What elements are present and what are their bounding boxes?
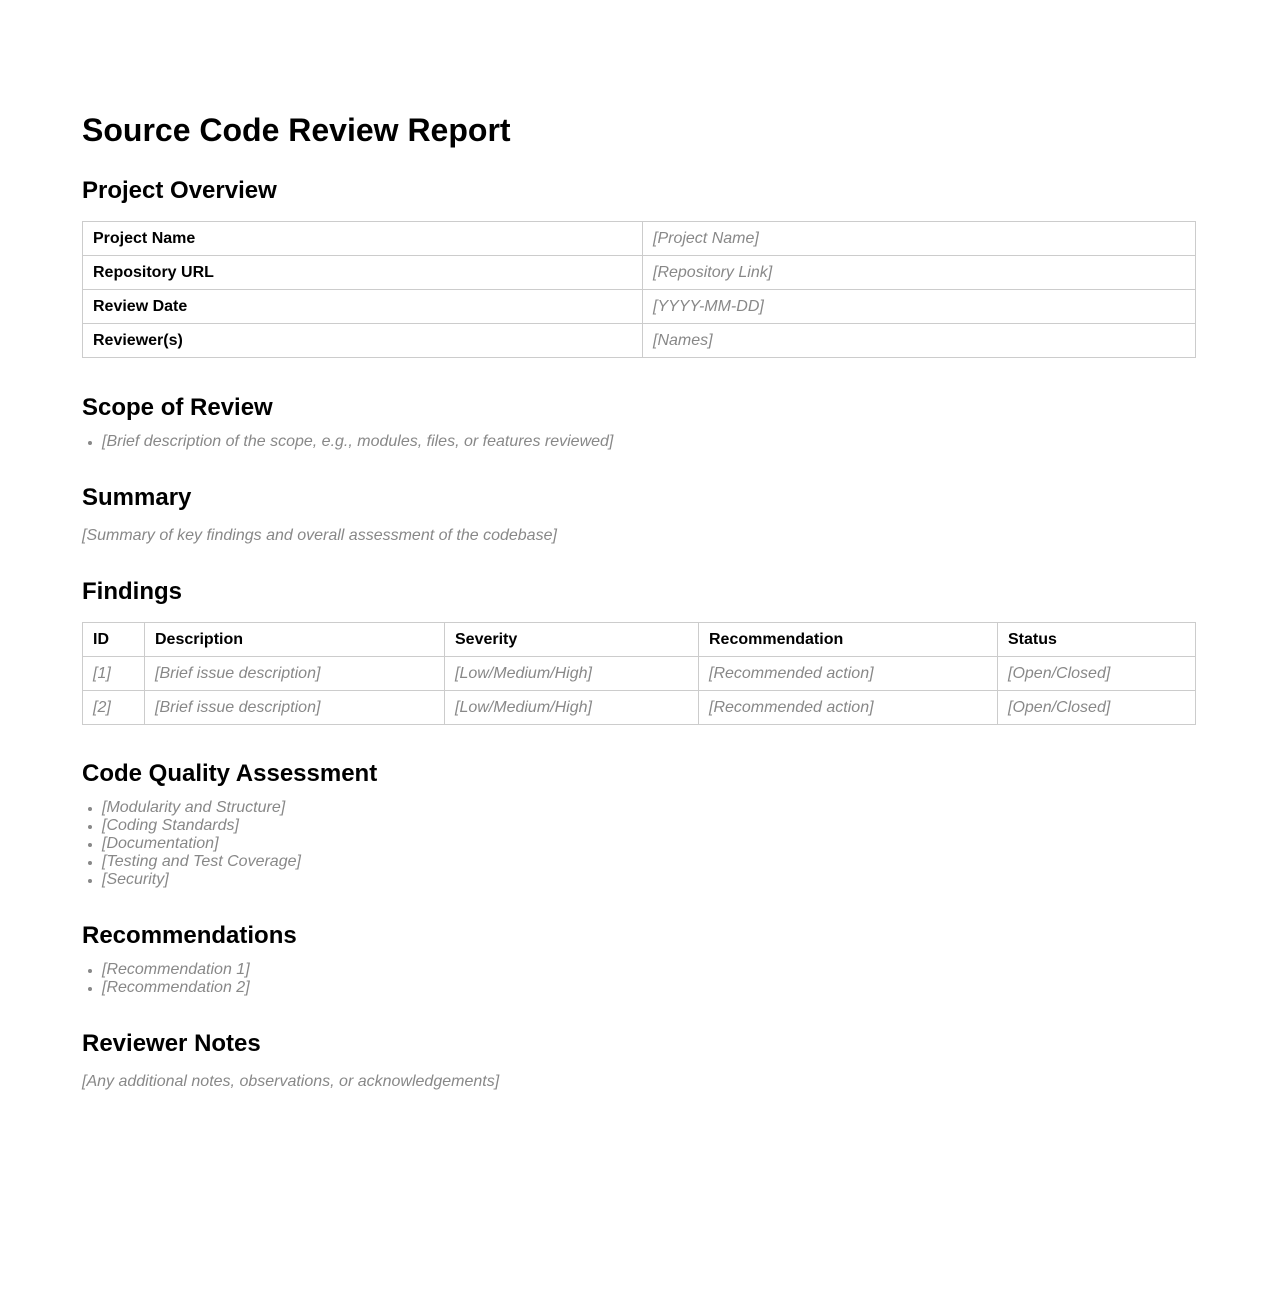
overview-label: Reviewer(s) [83,324,643,358]
table-row [83,256,1196,290]
finding-status: [Open/Closed] [998,657,1196,691]
finding-id: [1] [83,657,145,691]
list-item: • [Modularity and Structure] [102,799,301,817]
column-header: ID [83,623,145,657]
finding-recommendation: [Recommended action] [699,691,998,725]
notes-heading: Reviewer Notes [82,1030,261,1057]
overview-value: [YYYY-MM-DD] [643,290,1196,324]
summary-text: [Summary of key findings and overall assessment of the codebase] [82,527,557,544]
overview-value: [Repository Link] [643,256,1196,290]
overview-heading: Project Overview [82,177,277,204]
column-header: Description [145,623,445,657]
list-item: • [Recommendation 2] [102,979,250,997]
finding-description: [Brief issue description] [145,691,445,725]
quality-heading: Code Quality Assessment [82,760,378,787]
overview-table [82,221,1196,358]
finding-severity: [Low/Medium/High] [445,657,699,691]
list-item: • [Security] [102,871,301,889]
table-row [83,324,1196,358]
overview-label: Review Date [83,290,643,324]
notes-text: [Any additional notes, observations, or acknowledgements] [82,1073,500,1090]
overview-value: [Names] [643,324,1196,358]
list-item: • [Brief description of the scope, e.g., modules, files, or features reviewed] [102,433,613,451]
scope-heading: Scope of Review [82,394,273,421]
summary-heading: Summary [82,484,192,511]
list-item: • [Coding Standards] [102,817,301,835]
column-header: Status [998,623,1196,657]
recommendations-list [82,961,250,997]
findings-table [82,622,1196,725]
finding-severity: [Low/Medium/High] [445,691,699,725]
finding-description: [Brief issue description] [145,657,445,691]
list-item: • [Testing and Test Coverage] [102,853,301,871]
finding-status: [Open/Closed] [998,691,1196,725]
table-row [83,691,1196,725]
overview-label: Project Name [83,222,643,256]
list-item: • [Recommendation 1] [102,961,250,979]
scope-list [82,433,613,451]
column-header: Recommendation [699,623,998,657]
table-header-row [83,623,1196,657]
table-row [83,657,1196,691]
finding-recommendation: [Recommended action] [699,657,998,691]
table-row [83,290,1196,324]
table-row [83,222,1196,256]
column-header: Severity [445,623,699,657]
findings-heading: Findings [82,578,182,605]
overview-label: Repository URL [83,256,643,290]
finding-id: [2] [83,691,145,725]
list-item: • [Documentation] [102,835,301,853]
document-title: Source Code Review Report [82,112,511,148]
recommendations-heading: Recommendations [82,922,297,949]
overview-value: [Project Name] [643,222,1196,256]
quality-list [82,799,301,889]
